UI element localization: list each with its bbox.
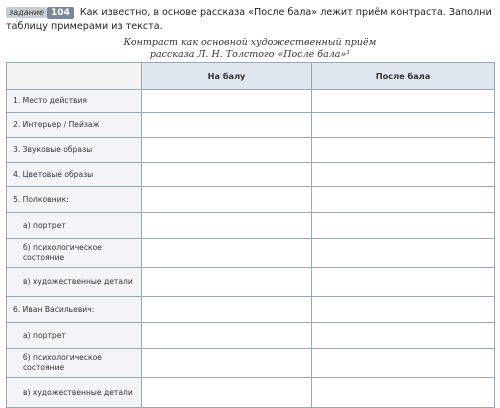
answer-cell-at-ball[interactable] (142, 268, 312, 297)
answer-cell-at-ball[interactable] (142, 187, 312, 213)
answer-cell-at-ball[interactable] (142, 297, 312, 323)
task-text-block (6, 6, 494, 34)
row-label: 2. Интерьер / Пейзаж (7, 113, 142, 138)
table-row (7, 349, 495, 378)
answer-cell-after-ball[interactable] (312, 323, 495, 349)
row-label: 6. Иван Васильевич: (7, 297, 142, 323)
table-header-row (7, 63, 495, 90)
answer-cell-after-ball[interactable] (312, 163, 495, 187)
table-caption-line-1: Контраст как основной художественный приём (123, 37, 377, 48)
answer-cell-at-ball[interactable] (142, 213, 312, 239)
task-instructions: Как известно, в основе рассказа «После бала» лежит приём контраста. Заполни таблицу примерами из текста. (6, 7, 492, 32)
answer-cell-after-ball[interactable] (312, 138, 495, 163)
table-row (7, 297, 495, 323)
row-label: в) художественные детали (7, 378, 142, 408)
row-label: б) психологическое состояние (7, 349, 142, 378)
task-number-badge: 104 (47, 7, 74, 19)
table-row (7, 138, 495, 163)
row-label: а) портрет (7, 323, 142, 349)
table-row (7, 268, 495, 297)
answer-cell-at-ball[interactable] (142, 378, 312, 408)
table-row (7, 187, 495, 213)
answer-cell-at-ball[interactable] (142, 138, 312, 163)
answer-cell-at-ball[interactable] (142, 323, 312, 349)
row-label: а) портрет (7, 213, 142, 239)
table-row (7, 323, 495, 349)
answer-cell-after-ball[interactable] (312, 213, 495, 239)
answer-cell-after-ball[interactable] (312, 113, 495, 138)
answer-cell-after-ball[interactable] (312, 268, 495, 297)
row-label: 1. Место действия (7, 90, 142, 113)
row-label: 5. Полковник: (7, 187, 142, 213)
table-row (7, 239, 495, 268)
contrast-table (6, 62, 495, 408)
answer-cell-after-ball[interactable] (312, 297, 495, 323)
answer-cell-at-ball[interactable] (142, 90, 312, 113)
header-cell-at-ball: На балу (142, 63, 312, 90)
row-label: 4. Цветовые образы (7, 163, 142, 187)
header-cell-empty (7, 63, 142, 90)
answer-cell-after-ball[interactable] (312, 239, 495, 268)
answer-cell-at-ball[interactable] (142, 163, 312, 187)
answer-cell-after-ball[interactable] (312, 187, 495, 213)
table-row (7, 163, 495, 187)
table-row (7, 213, 495, 239)
answer-cell-after-ball[interactable] (312, 349, 495, 378)
table-row (7, 113, 495, 138)
row-label: б) психологическое состояние (7, 239, 142, 268)
task-badge-word: задание (6, 7, 47, 18)
table-caption-line-2: рассказа Л. Н. Толстого «После бала»¹ (149, 49, 351, 60)
answer-cell-after-ball[interactable] (312, 90, 495, 113)
row-label: 3. Звуковые образы (7, 138, 142, 163)
answer-cell-at-ball[interactable] (142, 349, 312, 378)
table-row (7, 90, 495, 113)
answer-cell-after-ball[interactable] (312, 378, 495, 408)
answer-cell-at-ball[interactable] (142, 113, 312, 138)
row-label: в) художественные детали (7, 268, 142, 297)
header-cell-after-ball: После бала (312, 63, 495, 90)
answer-cell-at-ball[interactable] (142, 239, 312, 268)
table-row (7, 378, 495, 408)
